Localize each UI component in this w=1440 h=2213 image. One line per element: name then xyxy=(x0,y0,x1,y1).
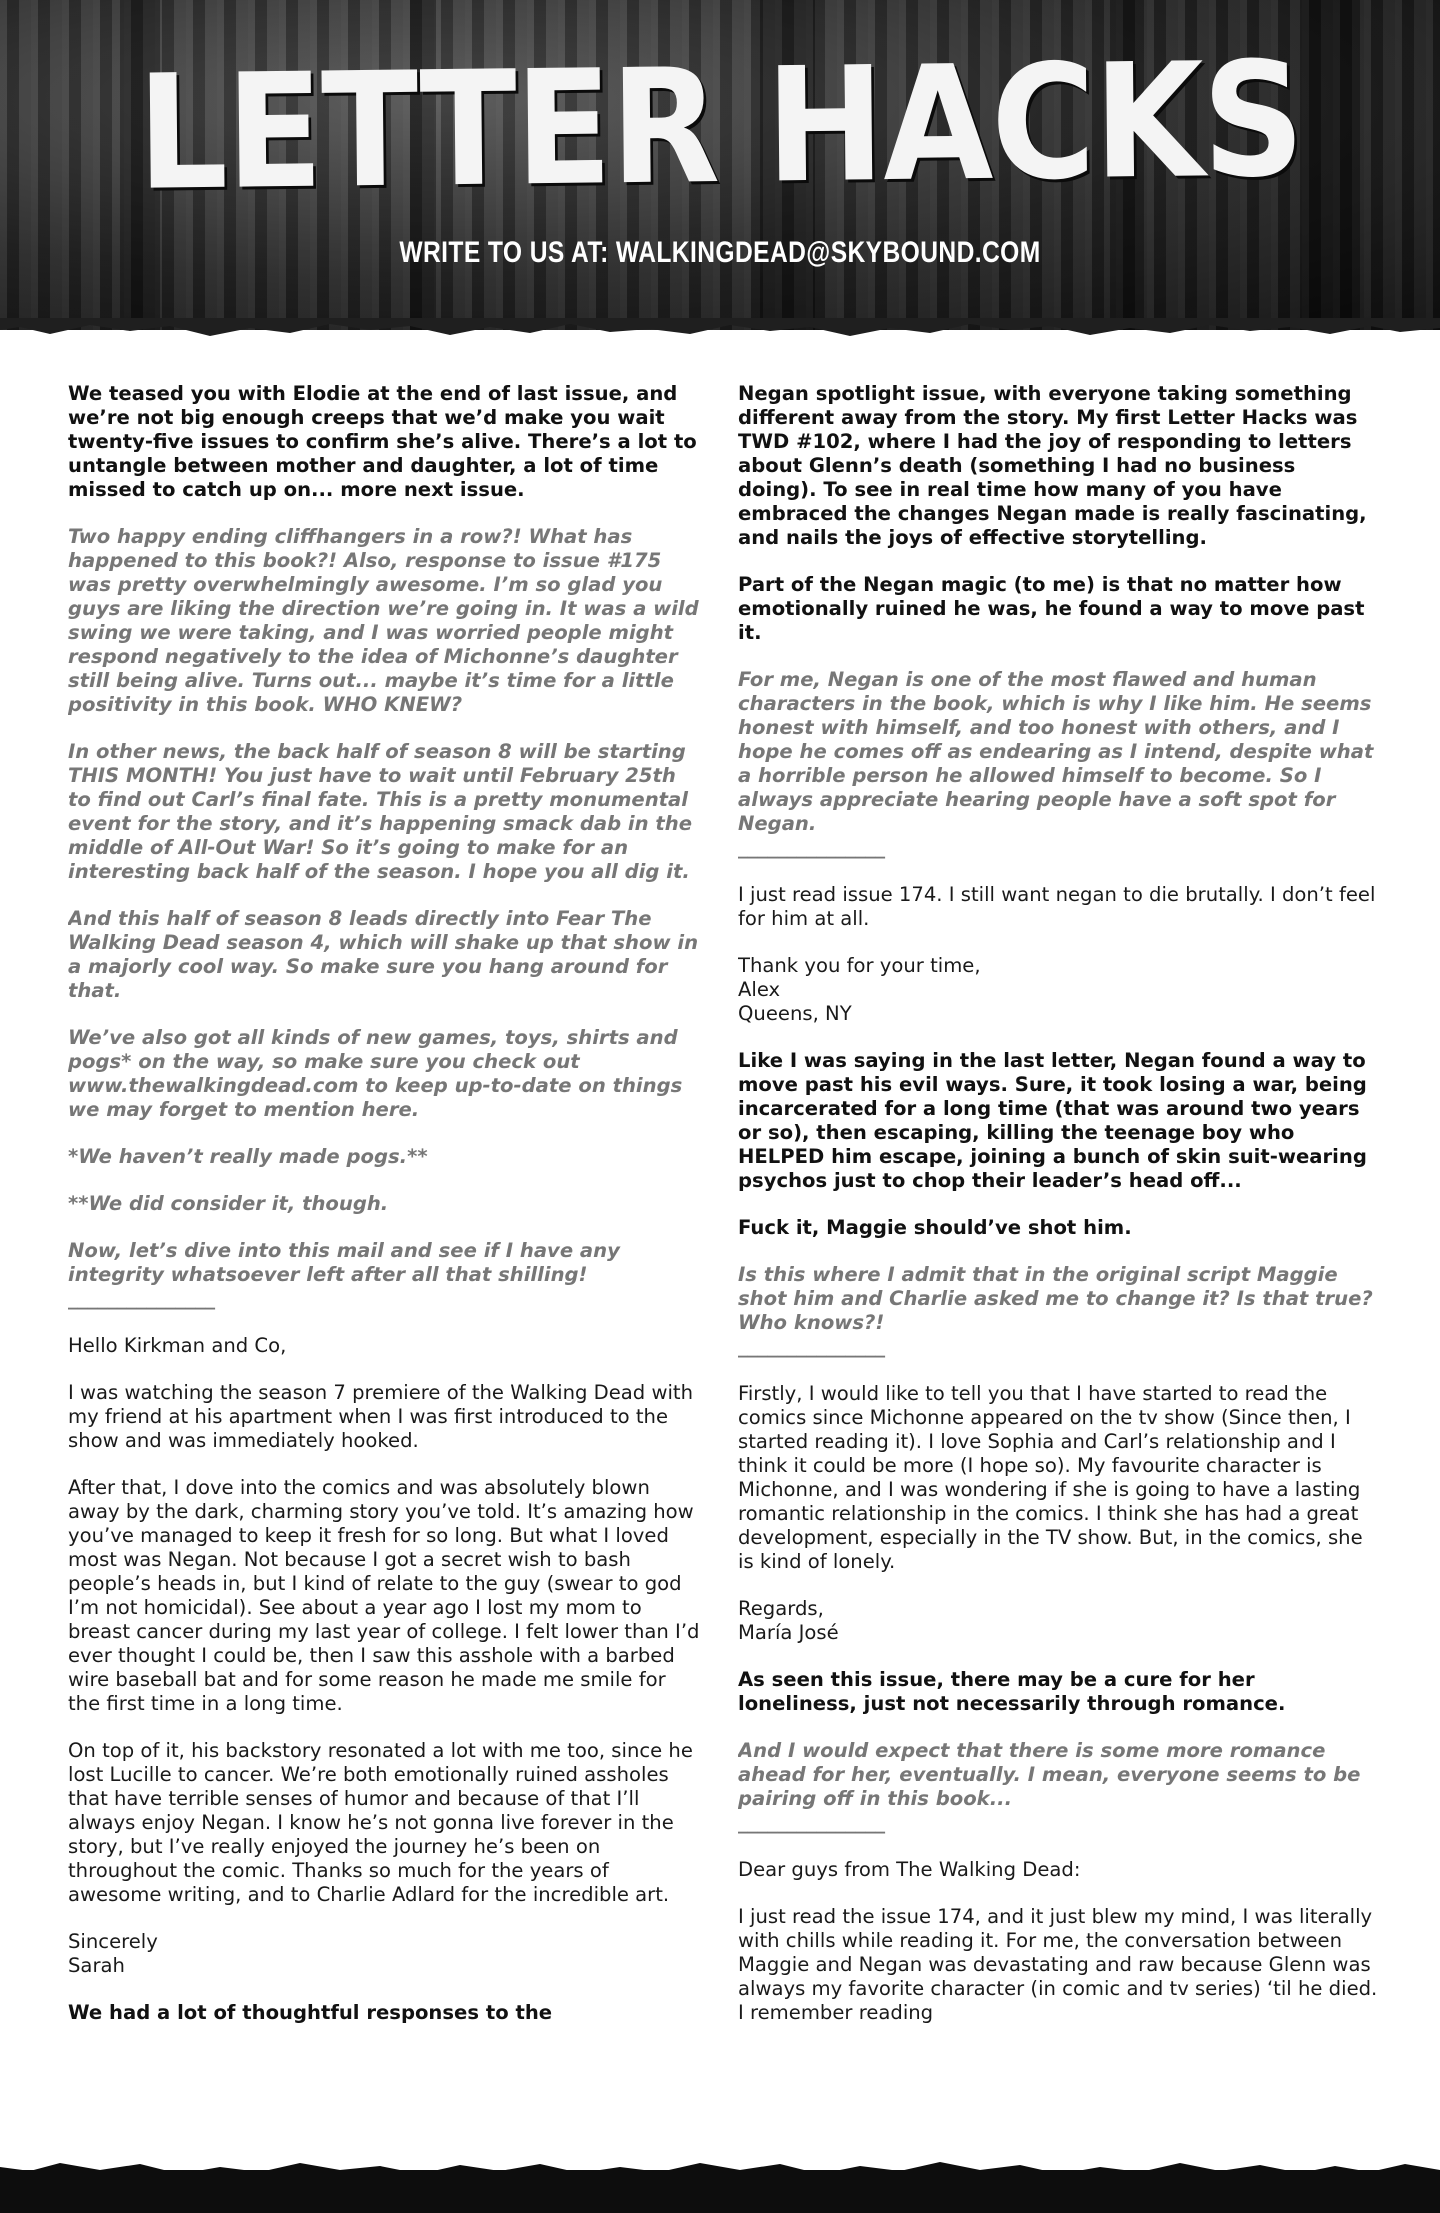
left-column-paragraph: *We haven’t really made pogs.** xyxy=(68,1145,428,1168)
left-column-paragraph: We’ve also got all kinds of new games, toys, shirts and pogs* on the way, so make sure you check out www.thewalkingdead.com to keep up-to-date on things we may forget to mention here. xyxy=(68,1026,683,1121)
torn-edge-top xyxy=(0,318,1440,340)
right-column-paragraph: Like I was saying in the last letter, Negan found a way to move past his evil ways. Sure, it took losing a war, being incarcerated for a long time (that was around two years or so), then escaping, killing the teenage boy who HELPED him escape, joining a bunch of skin suit-wearing psychos just to chop their leader’s head off... xyxy=(738,1049,1367,1192)
right-column-paragraph: I just read issue 174. I still want negan to die brutally. I don’t feel for him at all. xyxy=(738,883,1376,930)
left-column-paragraph: We had a lot of thoughtful responses to the xyxy=(68,2001,553,2024)
right-column-paragraph: Regards, María José xyxy=(738,1597,839,1644)
left-column-paragraph: Hello Kirkman and Co, xyxy=(68,1334,287,1357)
left-column-paragraph: In other news, the back half of season 8 will be starting THIS MONTH! You just have to wait until February 25th to find out Carl’s final fate. This is a pretty monumental event for the story, and it’s happening smack dab in the middle of All-Out War! So it’s going to make for an interesting back half of the season. I hope you all dig it. xyxy=(68,740,693,883)
left-column-paragraph: **We did consider it, though. xyxy=(68,1192,389,1215)
right-column-paragraph: Firstly, I would like to tell you that I have started to read the comics since Michonne appeared on the tv show (Since then, I started reading it). I love Sophia and Carl’s relationship and I think it could be more (I hope so). My favourite character is Michonne, and I was wondering if she is going to have a lasting romantic relationship in the comics. I think she has had a great development, especially in the TV show. But, in the comics, she is kind of lonely. xyxy=(738,1382,1363,1573)
right-column-paragraph: As seen this issue, there may be a cure for her loneliness, just not necessarily through romance. xyxy=(738,1668,1286,1715)
left-column-paragraph: Now, let’s dive into this mail and see if I have any integrity whatsoever left after all that shilling! _______________ xyxy=(68,1239,620,1310)
right-column-paragraph: Is this where I admit that in the original script Maggie shot him and Charlie asked me to change it? Is that true? Who knows?! _______________ xyxy=(738,1263,1373,1358)
right-column-paragraph: Dear guys from The Walking Dead: xyxy=(738,1858,1081,1881)
left-column-paragraph: We teased you with Elodie at the end of last issue, and we’re not big enough creeps that we’d make you wait twenty-five issues to confirm she’s alive. There’s a lot to untangle between mother and daughter, a lot of time missed to catch up on... more next issue. xyxy=(68,382,697,501)
right-column-paragraph: And I would expect that there is some more romance ahead for her, eventually. I mean, everyone seems to be pairing off in this book... _______________ xyxy=(738,1739,1361,1834)
page-footer xyxy=(0,2170,1440,2213)
right-column xyxy=(738,382,1378,2162)
contact-line: WRITE TO US AT: WALKINGDEAD@SKYBOUND.COM xyxy=(399,236,1041,269)
left-column-paragraph: I was watching the season 7 premiere of the Walking Dead with my friend at his apartment when I was first introduced to the show and was immediately hooked. xyxy=(68,1381,694,1452)
right-column-paragraph: Part of the Negan magic (to me) is that no matter how emotionally ruined he was, he found a way to move past it. xyxy=(738,573,1365,644)
left-column xyxy=(68,382,702,2162)
right-column-paragraph: Thank you for your time, Alex Queens, NY xyxy=(738,954,981,1025)
left-column-paragraph: After that, I dove into the comics and was absolutely blown away by the dark, charming story you’ve told. It’s amazing how you’ve managed to keep it fresh for so long. But what I loved most was Negan. Not because I got a secret wish to bash people’s heads in, but I kind of relate to the guy (swear to god I’m not homicidal). See about a year ago I lost my mom to breast cancer during my last year of college. I felt lower than I’d ever thought I could be, then I saw this asshole with a barbed wire baseball bat and for some reason he made me smile for the first time in a long time. xyxy=(68,1476,700,1715)
left-column-paragraph: Two happy ending cliffhangers in a row?! What has happened to this book?! Also, response to issue #175 was pretty overwhelmingly awesome. I’m so glad you guys are liking the direction we’re going in. It was a wild swing we were taking, and I was worried people might respond negatively to the idea of Michonne’s daughter still being alive. Turns out... maybe it’s time for a little positivity in this book. WHO KNEW? xyxy=(68,525,699,716)
right-column-paragraph: Fuck it, Maggie should’ve shot him. xyxy=(738,1216,1132,1239)
right-column-paragraph: Negan spotlight issue, with everyone taking something different away from the story. My first Letter Hacks was TWD #102, where I had the joy of responding to letters about Glenn’s death (something I had no business doing). To see in real time how many of you have embraced the changes Negan made is really fascinating, and nails the joys of effective storytelling. xyxy=(738,382,1367,549)
left-column-paragraph: Sincerely Sarah xyxy=(68,1930,158,1977)
page-title: LETTER HACKS xyxy=(136,28,1304,226)
left-column-paragraph: And this half of season 8 leads directly into Fear The Walking Dead season 4, which will shake up that show in a majorly cool way. So make sure you hang around for that. xyxy=(68,907,699,1002)
left-column-paragraph: On top of it, his backstory resonated a lot with me too, since he lost Lucille to cancer. We’re both emotionally ruined assholes that have terrible senses of humor and because of that I’ll always enjoy Negan. I know he’s not gonna live forever in the story, but I’ve really enjoyed the journey he’s been on throughout the comic. Thanks so much for the years of awesome writing, and to Charlie Adlard for the incredible art. xyxy=(68,1739,693,1906)
letters-content xyxy=(0,382,1440,2162)
right-column-paragraph: For me, Negan is one of the most flawed and human characters in the book, which is why I like him. He seems honest with himself, and too honest with others, and I hope he comes off as endearing as I intend, despite what a horrible person he allowed himself to become. So I always appreciate hearing people have a soft spot for Negan. _______________ xyxy=(738,668,1374,859)
right-column-paragraph: I just read the issue 174, and it just blew my mind, I was literally with chills while reading it. For me, the conversation between Maggie and Negan was devastating and raw because Glenn was always my favorite character (in comic and tv series) ‘til he died. I remember reading xyxy=(738,1905,1378,2024)
page-header xyxy=(0,0,1440,330)
